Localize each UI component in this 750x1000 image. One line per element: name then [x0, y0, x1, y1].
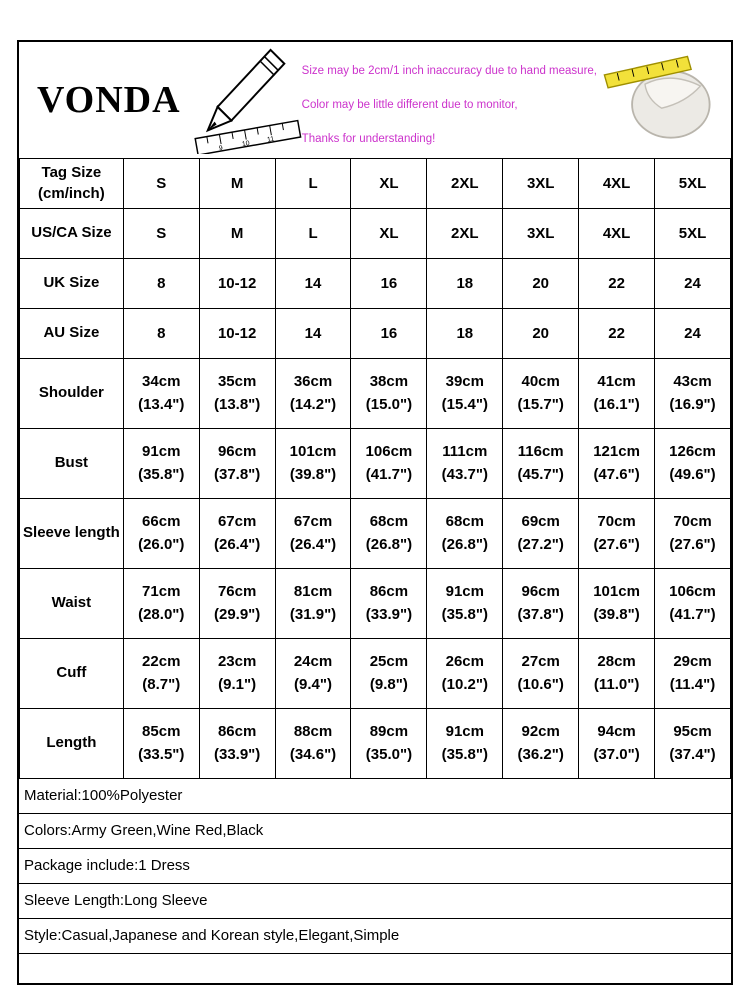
- row-label: Cuff: [20, 639, 124, 709]
- table-row: [20, 429, 731, 499]
- table-row: [20, 709, 731, 779]
- size-cell: 106cm (41.7"): [655, 569, 731, 639]
- detail-line: Style:Casual,Japanese and Korean style,Elegant,Simple: [19, 919, 731, 954]
- size-cell: 20: [503, 309, 579, 359]
- row-label: Bust: [20, 429, 124, 499]
- size-cell: 96cm (37.8"): [503, 569, 579, 639]
- size-cell: 5XL: [655, 209, 731, 259]
- size-cell: 24cm (9.4"): [275, 639, 351, 709]
- svg-text:11: 11: [266, 135, 275, 144]
- size-cell: 2XL: [427, 159, 503, 209]
- size-cell: 96cm (37.8"): [199, 429, 275, 499]
- size-cell: 91cm (35.8"): [427, 709, 503, 779]
- size-cell: 76cm (29.9"): [199, 569, 275, 639]
- size-cell: 101cm (39.8"): [275, 429, 351, 499]
- size-cell: L: [275, 159, 351, 209]
- pencil-ruler-icon: [194, 42, 302, 158]
- table-row: [20, 499, 731, 569]
- header-note-line: Thanks for understanding!: [301, 133, 436, 145]
- tape-measure-icon: [597, 42, 731, 158]
- size-chart-page: [17, 40, 733, 985]
- table-row: [20, 639, 731, 709]
- row-label: Waist: [20, 569, 124, 639]
- table-row: [20, 359, 731, 429]
- size-cell: S: [123, 209, 199, 259]
- size-cell: M: [199, 159, 275, 209]
- table-row: [20, 159, 731, 209]
- size-cell: 36cm (14.2"): [275, 359, 351, 429]
- size-cell: 22: [579, 309, 655, 359]
- size-cell: 4XL: [579, 209, 655, 259]
- size-cell: 2XL: [427, 209, 503, 259]
- size-cell: 29cm (11.4"): [655, 639, 731, 709]
- bottom-spacer: [19, 954, 731, 983]
- size-cell: 40cm (15.7"): [503, 359, 579, 429]
- size-cell: 27cm (10.6"): [503, 639, 579, 709]
- size-cell: 16: [351, 259, 427, 309]
- size-cell: 111cm (43.7"): [427, 429, 503, 499]
- size-cell: 16: [351, 309, 427, 359]
- table-row: [20, 569, 731, 639]
- size-cell: 67cm (26.4"): [275, 499, 351, 569]
- size-cell: XL: [351, 209, 427, 259]
- size-cell: 3XL: [503, 159, 579, 209]
- size-cell: 43cm (16.9"): [655, 359, 731, 429]
- size-cell: 69cm (27.2"): [503, 499, 579, 569]
- size-cell: 92cm (36.2"): [503, 709, 579, 779]
- size-cell: 38cm (15.0"): [351, 359, 427, 429]
- size-cell: 10-12: [199, 259, 275, 309]
- row-label: Sleeve length: [20, 499, 124, 569]
- detail-line: Colors:Army Green,Wine Red,Black: [19, 814, 731, 849]
- size-cell: 34cm (13.4"): [123, 359, 199, 429]
- header-note-line: Size may be 2cm/1 inch inaccuracy due to hand measure,: [301, 65, 597, 77]
- size-cell: 10-12: [199, 309, 275, 359]
- size-cell: 91cm (35.8"): [427, 569, 503, 639]
- table-row: [20, 209, 731, 259]
- size-cell: 25cm (9.8"): [351, 639, 427, 709]
- size-cell: 22cm (8.7"): [123, 639, 199, 709]
- row-label: UK Size: [20, 259, 124, 309]
- svg-text:9: 9: [218, 144, 224, 153]
- size-cell: 18: [427, 309, 503, 359]
- size-cell: 35cm (13.8"): [199, 359, 275, 429]
- size-cell: 88cm (34.6"): [275, 709, 351, 779]
- size-cell: 121cm (47.6"): [579, 429, 655, 499]
- header: [19, 42, 731, 158]
- size-cell: 14: [275, 309, 351, 359]
- size-cell: S: [123, 159, 199, 209]
- size-cell: 86cm (33.9"): [199, 709, 275, 779]
- size-cell: 24: [655, 309, 731, 359]
- size-cell: 86cm (33.9"): [351, 569, 427, 639]
- size-cell: 81cm (31.9"): [275, 569, 351, 639]
- size-cell: 66cm (26.0"): [123, 499, 199, 569]
- size-cell: 68cm (26.8"): [427, 499, 503, 569]
- size-cell: 26cm (10.2"): [427, 639, 503, 709]
- size-cell: 39cm (15.4"): [427, 359, 503, 429]
- detail-line: Package include:1 Dress: [19, 849, 731, 884]
- row-label: Length: [20, 709, 124, 779]
- size-cell: 8: [123, 309, 199, 359]
- row-label: US/CA Size: [20, 209, 124, 259]
- row-label: Tag Size (cm/inch): [20, 159, 124, 209]
- size-cell: 116cm (45.7"): [503, 429, 579, 499]
- size-cell: 67cm (26.4"): [199, 499, 275, 569]
- size-cell: 41cm (16.1"): [579, 359, 655, 429]
- size-cell: 3XL: [503, 209, 579, 259]
- size-cell: 24: [655, 259, 731, 309]
- size-chart-table: [19, 158, 731, 779]
- table-row: [20, 309, 731, 359]
- size-cell: 101cm (39.8"): [579, 569, 655, 639]
- size-cell: 91cm (35.8"): [123, 429, 199, 499]
- row-label: Shoulder: [20, 359, 124, 429]
- header-note-line: Color may be little different due to monitor,: [301, 99, 518, 111]
- size-cell: 70cm (27.6"): [655, 499, 731, 569]
- size-cell: 95cm (37.4"): [655, 709, 731, 779]
- size-cell: 4XL: [579, 159, 655, 209]
- size-cell: 71cm (28.0"): [123, 569, 199, 639]
- product-details: [19, 779, 731, 983]
- size-cell: 5XL: [655, 159, 731, 209]
- table-row: [20, 259, 731, 309]
- measure-disclaimer: [302, 42, 597, 158]
- size-cell: 20: [503, 259, 579, 309]
- detail-line: Material:100%Polyester: [19, 779, 731, 814]
- size-cell: L: [275, 209, 351, 259]
- size-cell: 23cm (9.1"): [199, 639, 275, 709]
- size-cell: 94cm (37.0"): [579, 709, 655, 779]
- size-cell: 70cm (27.6"): [579, 499, 655, 569]
- size-cell: M: [199, 209, 275, 259]
- size-cell: 22: [579, 259, 655, 309]
- brand-logo: VONDA: [37, 79, 181, 121]
- size-cell: XL: [351, 159, 427, 209]
- size-cell: 85cm (33.5"): [123, 709, 199, 779]
- size-cell: 68cm (26.8"): [351, 499, 427, 569]
- size-cell: 89cm (35.0"): [351, 709, 427, 779]
- size-cell: 8: [123, 259, 199, 309]
- size-cell: 28cm (11.0"): [579, 639, 655, 709]
- size-cell: 14: [275, 259, 351, 309]
- size-cell: 106cm (41.7"): [351, 429, 427, 499]
- size-cell: 126cm (49.6"): [655, 429, 731, 499]
- size-cell: 18: [427, 259, 503, 309]
- detail-line: Sleeve Length:Long Sleeve: [19, 884, 731, 919]
- row-label: AU Size: [20, 309, 124, 359]
- svg-text:10: 10: [241, 140, 250, 149]
